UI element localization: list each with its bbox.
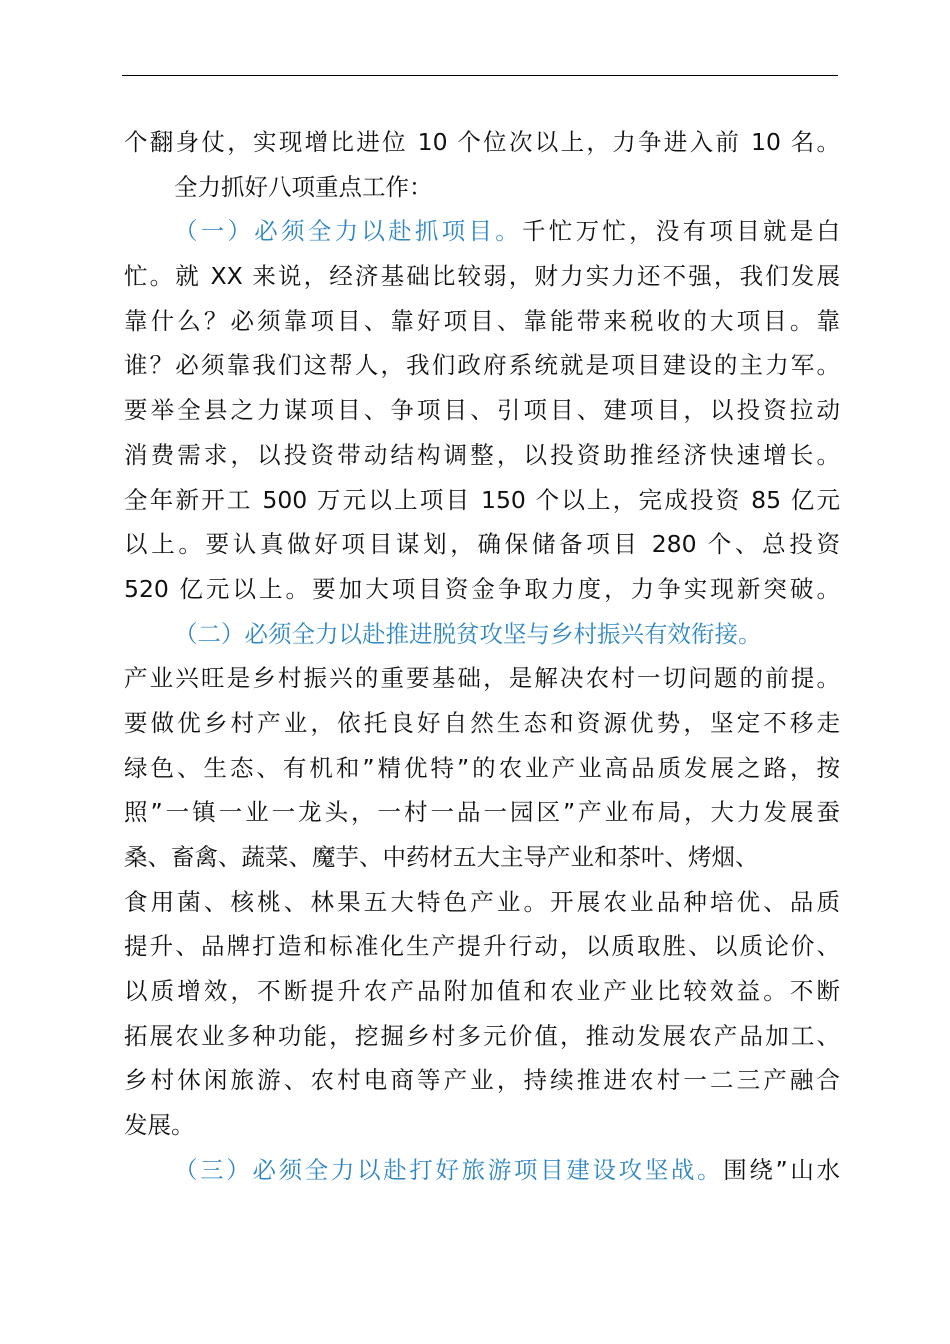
section-2-line: 桑、畜禽、蔬菜、魔芋、中药材五大主导产业和茶叶、烤烟、 [124, 843, 759, 871]
section-2-line: 要做优乡村产业，依托良好自然生态和资源优势，坚定不移走 [124, 708, 840, 737]
section-2-heading: （二）必须全力以赴推进脱贫攻坚与乡村振兴有效衔接。 [174, 619, 762, 648]
section-3-text: 围绕”山水 [723, 1155, 840, 1184]
section-2-line: 产业兴旺是乡村振兴的重要基础，是解决农村一切问题的前提。 [124, 664, 840, 693]
section-1-line: 忙。就 XX 来说，经济基础比较弱，财力实力还不强，我们发展 [124, 262, 840, 291]
section-1-heading: （一）必须全力以赴抓项目。 [174, 217, 523, 246]
section-1-line: 以上。要认真做好项目谋划，确保储备项目 280 个、总投资 [124, 530, 840, 559]
intro-line-1: 个翻身仗，实现增比进位 10 个位次以上，力争进入前 10 名。 [124, 128, 840, 156]
section-2-line: 乡村休闲旅游、农村电商等产业，持续推进农村一二三产融合 [124, 1066, 840, 1095]
section-1-line: 要举全县之力谋项目、争项目、引项目、建项目，以投资拉动 [124, 396, 840, 425]
section-1-text: 千忙万忙，没有项目就是白 [522, 217, 841, 246]
section-2-line: 食用菌、核桃、林果五大特色产业。开展农业品种培优、品质 [124, 887, 840, 916]
section-2-line: 提升、品牌打造和标准化生产提升行动，以质取胜、以质论价、 [124, 932, 840, 961]
section-2-line: 照”一镇一业一龙头，一村一品一园区”产业布局，大力发展蚕 [124, 798, 840, 827]
intro-line-2: 全力抓好八项重点工作： [174, 172, 433, 201]
section-2-line: 绿色、生态、有机和”精优特”的农业产业高品质发展之路，按 [124, 753, 840, 782]
section-2-line: 拓展农业多种功能，挖掘乡村多元价值，推动发展农产品加工、 [124, 1021, 840, 1050]
section-1-line: 靠什么？必须靠项目、靠好项目、靠能带来税收的大项目。靠 [124, 306, 840, 335]
section-1-line: 谁？必须靠我们这帮人，我们政府系统就是项目建设的主力军。 [124, 351, 840, 380]
section-1-line: 520 亿元以上。要加大项目资金争取力度，力争实现新突破。 [124, 574, 840, 603]
section-2-line: 发展。 [124, 1111, 195, 1140]
section-1-line: 全年新开工 500 万元以上项目 150 个以上，完成投资 85 亿元 [124, 485, 840, 514]
header-rule [122, 75, 838, 76]
section-2-line: 以质增效，不断提升农产品附加值和农业产业比较效益。不断 [124, 977, 840, 1006]
section-1-first-line [124, 209, 840, 254]
section-3-first-line [124, 1148, 840, 1193]
section-1-line: 消费需求，以投资带动结构调整，以投资助推经济快速增长。 [124, 440, 840, 469]
document-body [124, 120, 840, 1193]
section-2-first-line [124, 612, 840, 657]
section-3-heading: （三）必须全力以赴打好旅游项目建设攻坚战。 [174, 1155, 724, 1184]
